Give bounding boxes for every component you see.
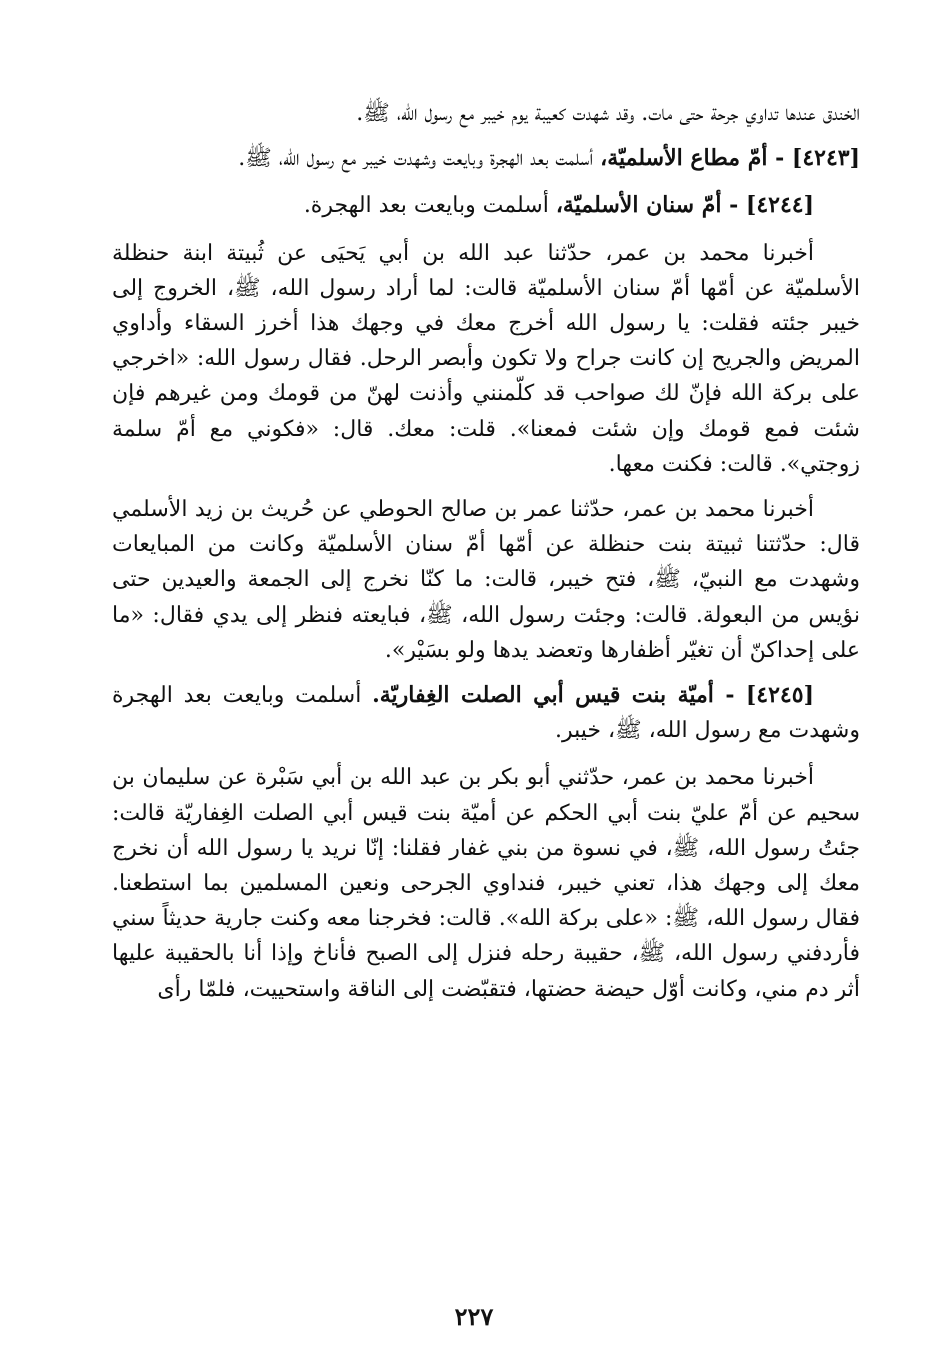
narration-text: أخبرنا محمد بن عمر، حدّثنا عبد الله بن أبي يَحيَى عن ثُبيتة ابنة حنظلة الأسلميّة عن أمّها أمّ سنان الأسلميّة قالت: لما أراد رسول الله، ﷺ، الخروج إلى خيبر جئته فقلت: يا رسول الله أخرج معك في وجهك هذا أخرز السقاء وأداوي المريض والجريح إن كانت جراح ولا تكون وأبصر الرحل. فقال رسول الله: «اخرجي على بركة الله فإنّ لك صواحب قد كلّمنني وأذنت لهنّ من قومك ومن غيرهم فإن شئت فمع قومك وإن شئت فمعنا». قلت: معك. قال: «فكوني مع أمّ سلمة زوجتي». قالت: فكنت معها. [112, 240, 860, 477]
entry-text: أسلمت وبايعت بعد الهجرة وشهدت مع رسول الله، ﷺ، خيبر. [112, 683, 860, 744]
biography-entry-4245 [112, 678, 860, 748]
biography-entry-4243 [112, 141, 860, 176]
narration-paragraph [112, 236, 860, 482]
entry-text: أسلمت وبايعت بعد الهجرة. [303, 193, 556, 219]
entry-heading: [٤٢٤٤] - أمّ سنان الأسلميّة، [555, 192, 814, 219]
entry-heading: [٤٢٤٣] - أمّ مطاع الأسلميّة، [600, 145, 860, 172]
narration-text: أخبرنا محمد بن عمر، حدّثنا عمر بن صالح الحوطي عن حُريث بن زيد الأسلمي قال: حدّثتنا ثبيتة بنت حنظلة عن أمّها أمّ سنان الأسلميّة وكانت من المبايعات وشهدت مع النبيّ، ﷺ، فتح خيبر، قالت: ما كنّا نخرج إلى الجمعة والعيدين حتى نؤيس من البعولة. قالت: وجئت رسول الله، ﷺ، فبايعته فنظر إلى يدي فقال: «ما على إحداكنّ أن تغيّر أظفارها وتعضد يدها ولو بسَيْر». [112, 497, 860, 663]
page-body [112, 96, 860, 1017]
biography-entry-4244 [112, 188, 860, 223]
continuation-text: الخندق عندها تداوي جرحة حتى مات. وقد شهدت كعيبة يوم خيبر مع رسول الله، ﷺ. [356, 101, 860, 126]
narration-paragraph [112, 492, 860, 668]
narration-paragraph [112, 760, 860, 1006]
page-number: ٢٢٧ [454, 1302, 494, 1331]
entry-text: أسلمت بعد الهجرة وبايعت وشهدت خيبر مع رسول الله، ﷺ. [238, 146, 601, 172]
entry-heading: [٤٢٤٥] - أميّة بنت قيس أبي الصلت الغِفاريّة. [372, 682, 814, 709]
narration-text: أخبرنا محمد بن عمر، حدّثني أبو بكر بن عبد الله بن أبي سَبْرة عن سليمان بن سحيم عن أمّ عليّ بنت أبي الحكم عن أميّة بنت قيس أبي الصلت الغِفاريّة قالت: جئتُ رسول الله، ﷺ، في نسوة من بني غفار فقلنا: إنّا نريد يا رسول الله أن نخرج معك إلى وجهك هذا، تعني خيبر، فنداوي الجرحى ونعين المسلمين بما استطعنا. فقال رسول الله، ﷺ: «على بركة الله». قالت: فخرجنا معه وكنت جارية حديثاً سني فأردفني رسول الله، ﷺ، حقيبة رحله فنزل إلى الصبح فأناخ وإذا أنا بالحقيبة عليها أثر دم مني، وكانت أوّل حيضة حضتها، فتقبّضت إلى الناقة واستحييت، فلمّا رأى [112, 765, 860, 1002]
continuation-paragraph [112, 96, 860, 131]
